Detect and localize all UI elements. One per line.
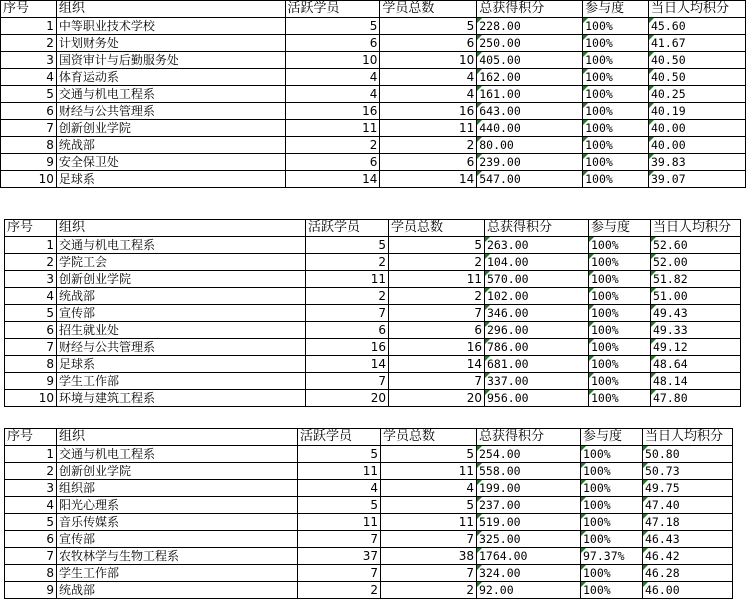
- total-students-cell: 6: [389, 322, 485, 339]
- org-name-cell: 国资审计与后勤服务处: [56, 52, 285, 69]
- column-header: 总获得积分: [485, 220, 589, 237]
- rank-cell: 6: [5, 531, 57, 548]
- total-students-cell: 11: [381, 463, 477, 480]
- daily-avg-points-cell: 49.12: [651, 339, 741, 356]
- rank-cell: 2: [5, 463, 57, 480]
- participation-cell: 100%: [589, 356, 651, 373]
- table-row: [5, 514, 733, 531]
- total-students-cell: 2: [389, 254, 485, 271]
- total-students-cell: 38: [381, 548, 477, 565]
- daily-avg-points-cell: 52.60: [651, 237, 741, 254]
- total-students-cell: 11: [381, 514, 477, 531]
- total-points-cell: 956.00: [485, 390, 589, 407]
- rank-cell: 6: [5, 322, 57, 339]
- total-points-cell: 570.00: [485, 271, 589, 288]
- active-students-cell: 11: [306, 271, 389, 288]
- table-row: [5, 339, 741, 356]
- participation-cell: 100%: [583, 103, 649, 120]
- table-row: [1, 103, 746, 120]
- column-header: 参与度: [583, 1, 649, 18]
- total-points-cell: 239.00: [477, 154, 583, 171]
- table-row: [5, 582, 733, 599]
- total-students-cell: 5: [389, 237, 485, 254]
- active-students-cell: 11: [285, 120, 380, 137]
- total-students-cell: 11: [380, 120, 477, 137]
- table-row: [1, 154, 746, 171]
- table-row: [1, 86, 746, 103]
- column-header: 组织: [57, 220, 306, 237]
- active-students-cell: 4: [298, 480, 381, 497]
- active-students-cell: 7: [306, 305, 389, 322]
- daily-avg-points-cell: 49.33: [651, 322, 741, 339]
- daily-avg-points-cell: 48.64: [651, 356, 741, 373]
- rank-cell: 3: [5, 480, 57, 497]
- rank-cell: 4: [5, 497, 57, 514]
- column-header: 组织: [56, 1, 285, 18]
- total-students-cell: 7: [381, 531, 477, 548]
- org-name-cell: 宣传部: [57, 531, 298, 548]
- daily-avg-points-cell: 40.00: [649, 137, 746, 154]
- participation-cell: 100%: [581, 565, 643, 582]
- total-students-cell: 6: [380, 154, 477, 171]
- table-row: [5, 497, 733, 514]
- column-header: 学员总数: [381, 429, 477, 446]
- table-row: [5, 565, 733, 582]
- total-points-cell: 786.00: [485, 339, 589, 356]
- total-points-cell: 296.00: [485, 322, 589, 339]
- total-points-cell: 199.00: [477, 480, 581, 497]
- active-students-cell: 2: [285, 137, 380, 154]
- table-row: [5, 237, 741, 254]
- daily-avg-points-cell: 48.14: [651, 373, 741, 390]
- total-points-cell: 254.00: [477, 446, 581, 463]
- total-students-cell: 16: [389, 339, 485, 356]
- table-row: [5, 288, 741, 305]
- participation-cell: 97.37%: [581, 548, 643, 565]
- column-header: 学员总数: [380, 1, 477, 18]
- table-row: [5, 271, 741, 288]
- daily-avg-points-cell: 46.43: [643, 531, 733, 548]
- org-name-cell: 交通与机电工程系: [57, 446, 298, 463]
- participation-cell: 100%: [589, 237, 651, 254]
- participation-cell: 100%: [589, 390, 651, 407]
- daily-avg-points-cell: 39.83: [649, 154, 746, 171]
- daily-avg-points-cell: 47.80: [651, 390, 741, 407]
- active-students-cell: 4: [285, 86, 380, 103]
- total-students-cell: 2: [389, 288, 485, 305]
- active-students-cell: 7: [298, 565, 381, 582]
- rank-cell: 9: [1, 154, 57, 171]
- total-points-cell: 346.00: [485, 305, 589, 322]
- daily-avg-points-cell: 40.00: [649, 120, 746, 137]
- org-name-cell: 阳光心理系: [57, 497, 298, 514]
- total-points-cell: 237.00: [477, 497, 581, 514]
- total-students-cell: 10: [380, 52, 477, 69]
- org-name-cell: 农牧林学与生物工程系: [57, 548, 298, 565]
- column-header: 总获得积分: [477, 429, 581, 446]
- column-header: 活跃学员: [285, 1, 380, 18]
- ranking-table-3: [4, 428, 733, 599]
- total-students-cell: 11: [389, 271, 485, 288]
- table-row: [5, 463, 733, 480]
- total-students-cell: 5: [380, 18, 477, 35]
- daily-avg-points-cell: 46.28: [643, 565, 733, 582]
- active-students-cell: 5: [298, 446, 381, 463]
- participation-cell: 100%: [581, 514, 643, 531]
- rank-cell: 1: [5, 237, 57, 254]
- org-name-cell: 体育运动系: [56, 69, 285, 86]
- rank-cell: 6: [1, 103, 57, 120]
- total-students-cell: 7: [381, 565, 477, 582]
- participation-cell: 100%: [589, 339, 651, 356]
- column-header: 活跃学员: [306, 220, 389, 237]
- total-students-cell: 20: [389, 390, 485, 407]
- daily-avg-points-cell: 46.42: [643, 548, 733, 565]
- total-points-cell: 324.00: [477, 565, 581, 582]
- rank-cell: 7: [1, 120, 57, 137]
- table-row: [1, 137, 746, 154]
- table-row: [1, 69, 746, 86]
- rank-cell: 8: [1, 137, 57, 154]
- active-students-cell: 20: [306, 390, 389, 407]
- participation-cell: 100%: [589, 305, 651, 322]
- total-students-cell: 7: [389, 305, 485, 322]
- rank-cell: 10: [1, 171, 57, 188]
- daily-avg-points-cell: 45.60: [649, 18, 746, 35]
- org-name-cell: 交通与机电工程系: [56, 86, 285, 103]
- daily-avg-points-cell: 50.80: [643, 446, 733, 463]
- rank-cell: 3: [1, 52, 57, 69]
- org-name-cell: 宣传部: [57, 305, 306, 322]
- active-students-cell: 14: [285, 171, 380, 188]
- participation-cell: 100%: [583, 154, 649, 171]
- daily-avg-points-cell: 52.00: [651, 254, 741, 271]
- rank-cell: 4: [1, 69, 57, 86]
- daily-avg-points-cell: 51.00: [651, 288, 741, 305]
- total-students-cell: 4: [380, 86, 477, 103]
- org-name-cell: 学生工作部: [57, 565, 298, 582]
- rank-cell: 8: [5, 356, 57, 373]
- table-row: [1, 120, 746, 137]
- active-students-cell: 5: [298, 497, 381, 514]
- org-name-cell: 学生工作部: [57, 373, 306, 390]
- org-name-cell: 财经与公共管理系: [57, 339, 306, 356]
- rank-cell: 1: [5, 446, 57, 463]
- ranking-table-2: [4, 219, 741, 407]
- active-students-cell: 7: [298, 531, 381, 548]
- column-header: 总获得积分: [477, 1, 583, 18]
- total-students-cell: 2: [381, 582, 477, 599]
- total-points-cell: 337.00: [485, 373, 589, 390]
- participation-cell: 100%: [583, 35, 649, 52]
- daily-avg-points-cell: 47.40: [643, 497, 733, 514]
- participation-cell: 100%: [581, 463, 643, 480]
- table-row: [5, 480, 733, 497]
- participation-cell: 100%: [583, 137, 649, 154]
- active-students-cell: 14: [306, 356, 389, 373]
- column-header: 组织: [57, 429, 298, 446]
- active-students-cell: 5: [306, 237, 389, 254]
- daily-avg-points-cell: 49.43: [651, 305, 741, 322]
- total-points-cell: 325.00: [477, 531, 581, 548]
- org-name-cell: 音乐传媒系: [57, 514, 298, 531]
- active-students-cell: 7: [306, 373, 389, 390]
- org-name-cell: 组织部: [57, 480, 298, 497]
- total-points-cell: 263.00: [485, 237, 589, 254]
- org-name-cell: 统战部: [57, 582, 298, 599]
- active-students-cell: 11: [298, 514, 381, 531]
- header-row: [1, 1, 746, 18]
- participation-cell: 100%: [589, 373, 651, 390]
- rank-cell: 5: [5, 514, 57, 531]
- total-students-cell: 2: [380, 137, 477, 154]
- total-students-cell: 16: [380, 103, 477, 120]
- org-name-cell: 交通与机电工程系: [57, 237, 306, 254]
- daily-avg-points-cell: 40.50: [649, 52, 746, 69]
- column-header: 序号: [5, 429, 57, 446]
- daily-avg-points-cell: 39.07: [649, 171, 746, 188]
- active-students-cell: 2: [306, 254, 389, 271]
- column-header: 参与度: [581, 429, 643, 446]
- total-points-cell: 92.00: [477, 582, 581, 599]
- participation-cell: 100%: [583, 86, 649, 103]
- rank-cell: 4: [5, 288, 57, 305]
- participation-cell: 100%: [583, 52, 649, 69]
- table-row: [1, 52, 746, 69]
- participation-cell: 100%: [589, 271, 651, 288]
- total-points-cell: 519.00: [477, 514, 581, 531]
- table-row: [1, 171, 746, 188]
- active-students-cell: 10: [285, 52, 380, 69]
- total-points-cell: 547.00: [477, 171, 583, 188]
- org-name-cell: 创新创业学院: [56, 120, 285, 137]
- rank-cell: 7: [5, 548, 57, 565]
- table-row: [1, 35, 746, 52]
- daily-avg-points-cell: 40.50: [649, 69, 746, 86]
- org-name-cell: 计划财务处: [56, 35, 285, 52]
- total-students-cell: 4: [381, 480, 477, 497]
- column-header: 序号: [1, 1, 57, 18]
- table-row: [5, 305, 741, 322]
- active-students-cell: 6: [285, 154, 380, 171]
- active-students-cell: 37: [298, 548, 381, 565]
- header-row: [5, 429, 733, 446]
- participation-cell: 100%: [581, 582, 643, 599]
- total-students-cell: 5: [381, 497, 477, 514]
- daily-avg-points-cell: 49.75: [643, 480, 733, 497]
- org-name-cell: 创新创业学院: [57, 463, 298, 480]
- participation-cell: 100%: [583, 171, 649, 188]
- daily-avg-points-cell: 40.25: [649, 86, 746, 103]
- total-points-cell: 681.00: [485, 356, 589, 373]
- active-students-cell: 11: [298, 463, 381, 480]
- table-row: [5, 390, 741, 407]
- column-header: 参与度: [589, 220, 651, 237]
- org-name-cell: 统战部: [56, 137, 285, 154]
- total-students-cell: 5: [381, 446, 477, 463]
- org-name-cell: 环境与建筑工程系: [57, 390, 306, 407]
- active-students-cell: 6: [285, 35, 380, 52]
- table-row: [5, 373, 741, 390]
- rank-cell: 3: [5, 271, 57, 288]
- active-students-cell: 6: [306, 322, 389, 339]
- participation-cell: 100%: [583, 120, 649, 137]
- total-points-cell: 558.00: [477, 463, 581, 480]
- active-students-cell: 2: [306, 288, 389, 305]
- column-header: 当日人均积分: [643, 429, 733, 446]
- rank-cell: 9: [5, 373, 57, 390]
- org-name-cell: 创新创业学院: [57, 271, 306, 288]
- daily-avg-points-cell: 50.73: [643, 463, 733, 480]
- total-points-cell: 80.00: [477, 137, 583, 154]
- total-points-cell: 405.00: [477, 52, 583, 69]
- rank-cell: 7: [5, 339, 57, 356]
- org-name-cell: 足球系: [56, 171, 285, 188]
- column-header: 当日人均积分: [649, 1, 746, 18]
- participation-cell: 100%: [589, 322, 651, 339]
- active-students-cell: 2: [298, 582, 381, 599]
- total-students-cell: 7: [389, 373, 485, 390]
- daily-avg-points-cell: 41.67: [649, 35, 746, 52]
- ranking-table-1: [0, 0, 746, 188]
- total-students-cell: 14: [380, 171, 477, 188]
- total-points-cell: 102.00: [485, 288, 589, 305]
- org-name-cell: 学院工会: [57, 254, 306, 271]
- org-name-cell: 财经与公共管理系: [56, 103, 285, 120]
- rank-cell: 2: [5, 254, 57, 271]
- active-students-cell: 5: [285, 18, 380, 35]
- total-points-cell: 161.00: [477, 86, 583, 103]
- table-row: [5, 322, 741, 339]
- total-students-cell: 6: [380, 35, 477, 52]
- participation-cell: 100%: [581, 531, 643, 548]
- org-name-cell: 足球系: [57, 356, 306, 373]
- total-students-cell: 14: [389, 356, 485, 373]
- total-points-cell: 1764.00: [477, 548, 581, 565]
- column-header: 活跃学员: [298, 429, 381, 446]
- rank-cell: 1: [1, 18, 57, 35]
- rank-cell: 2: [1, 35, 57, 52]
- participation-cell: 100%: [581, 497, 643, 514]
- total-points-cell: 104.00: [485, 254, 589, 271]
- total-points-cell: 162.00: [477, 69, 583, 86]
- header-row: [5, 220, 741, 237]
- participation-cell: 100%: [589, 254, 651, 271]
- table-row: [5, 548, 733, 565]
- participation-cell: 100%: [589, 288, 651, 305]
- active-students-cell: 16: [285, 103, 380, 120]
- active-students-cell: 16: [306, 339, 389, 356]
- table-row: [5, 254, 741, 271]
- total-points-cell: 440.00: [477, 120, 583, 137]
- org-name-cell: 中等职业技术学校: [56, 18, 285, 35]
- total-points-cell: 228.00: [477, 18, 583, 35]
- column-header: 序号: [5, 220, 57, 237]
- rank-cell: 9: [5, 582, 57, 599]
- column-header: 当日人均积分: [651, 220, 741, 237]
- participation-cell: 100%: [581, 446, 643, 463]
- rank-cell: 5: [5, 305, 57, 322]
- rank-cell: 10: [5, 390, 57, 407]
- rank-cell: 8: [5, 565, 57, 582]
- rank-cell: 5: [1, 86, 57, 103]
- table-row: [5, 446, 733, 463]
- daily-avg-points-cell: 51.82: [651, 271, 741, 288]
- active-students-cell: 4: [285, 69, 380, 86]
- org-name-cell: 招生就业处: [57, 322, 306, 339]
- daily-avg-points-cell: 47.18: [643, 514, 733, 531]
- table-row: [1, 18, 746, 35]
- participation-cell: 100%: [581, 480, 643, 497]
- participation-cell: 100%: [583, 18, 649, 35]
- org-name-cell: 安全保卫处: [56, 154, 285, 171]
- daily-avg-points-cell: 40.19: [649, 103, 746, 120]
- total-points-cell: 250.00: [477, 35, 583, 52]
- table-row: [5, 531, 733, 548]
- table-row: [5, 356, 741, 373]
- org-name-cell: 统战部: [57, 288, 306, 305]
- participation-cell: 100%: [583, 69, 649, 86]
- total-students-cell: 4: [380, 69, 477, 86]
- daily-avg-points-cell: 46.00: [643, 582, 733, 599]
- total-points-cell: 643.00: [477, 103, 583, 120]
- column-header: 学员总数: [389, 220, 485, 237]
